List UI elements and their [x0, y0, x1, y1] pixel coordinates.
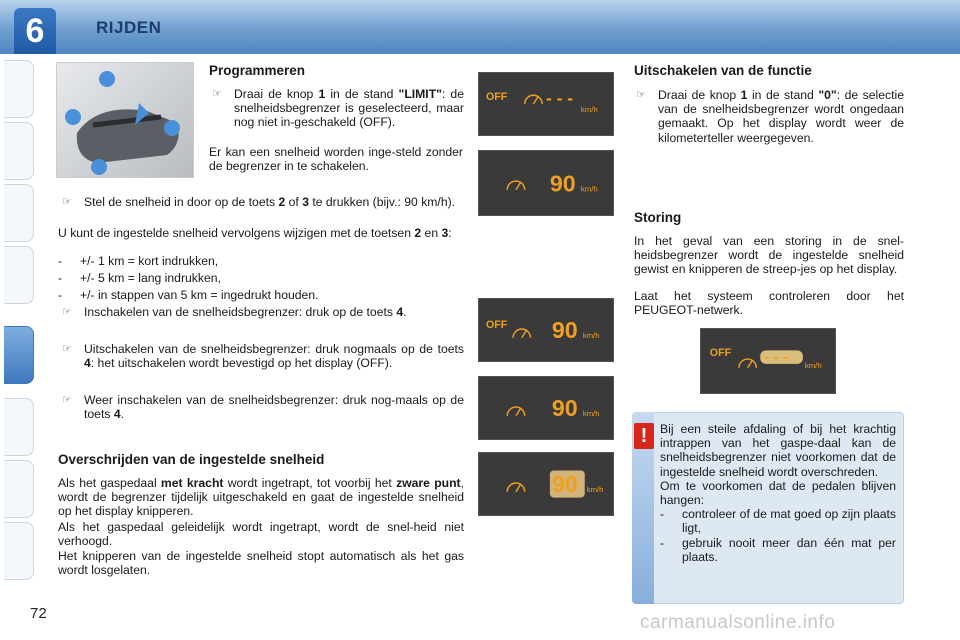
paragraph-programmeren: Er kan een snelheid worden inge-steld zonder de begrenzer in te schakelen. — [209, 145, 463, 174]
display-unit: km/h — [804, 360, 822, 370]
warning-paragraph-2: Om te voorkomen dat de pedalen blijven hangen: — [660, 478, 896, 508]
heading-uitschakelen: Uitschakelen van de functie — [634, 63, 812, 78]
paragraph-change-speed: U kunt de ingestelde snelheid vervolgens wijzigen met de toetsen 2 en 3: — [58, 226, 452, 240]
bullet-pointer-icon: ☞ — [636, 89, 646, 101]
heading-programmeren: Programmeren — [209, 63, 306, 78]
warning-dash-1: - controleer of de mat goed op zijn plaats ligt, — [660, 507, 896, 536]
paragraph-storing-1: In het geval van een storing in de snel-heidsbegrenzer wordt de ingestelde snelheid gewist en knipperen de streep-jes op het display. — [634, 234, 904, 277]
paragraph-overschrijden-2: Als het gaspedaal geleidelijk wordt ingetrapt, wordt de snel-heid niet verhoogd. — [58, 520, 464, 549]
bullet-activate: ☞ Inschakelen van de snelheidsbegrenzer: druk op de toets 4. — [62, 305, 407, 319]
side-tab[interactable] — [4, 398, 34, 456]
heading-storing: Storing — [634, 210, 682, 225]
display-speed-90-active — [478, 376, 614, 440]
display-unit: km/h — [580, 184, 598, 194]
bullet-pointer-icon: ☞ — [212, 88, 222, 100]
display-dashes: - - - — [764, 348, 789, 366]
page-title: RIJDEN — [96, 18, 162, 37]
warning-exclamation-icon: ! — [634, 423, 654, 449]
paragraph-overschrijden-1: Als het gaspedaal met kracht wordt ingetrapt, tot voorbij het zware punt, wordt de begrenzer tijdelijk uitgeschakeld en gaat de ingestelde snelheid op het display knipperen. — [58, 476, 465, 519]
paragraph-storing-2: Laat het systeem controleren door het PEUGEOT-netwerk. — [634, 289, 904, 318]
speedometer-icon — [513, 329, 530, 338]
side-tab[interactable] — [4, 246, 34, 304]
display-off-label: OFF — [709, 347, 732, 360]
speedometer-icon — [507, 483, 524, 492]
heading-overschrijden: Overschrijden van de ingestelde snelheid — [58, 452, 325, 467]
speed-limiter-control-photo — [56, 62, 194, 178]
warning-text — [660, 422, 896, 564]
display-off-label: OFF — [485, 91, 508, 104]
display-speed-90 — [478, 150, 614, 216]
warning-paragraph-1: Bij een steile afdaling of bij het krachtig intrappen van het gaspe-daal kan de snelheidsbegrenzer niet voorkomen dat de ingestelde snelheid wordt overschreden. — [660, 422, 896, 479]
bullet-uitschakelen: ☞ Draai de knop 1 in de stand "0": de selectie van de snelheidsbegrenzer wordt ongedaan gemaakt. Op het display wordt weer de kilometerteller weergegeven. — [636, 88, 904, 145]
bullet-pointer-icon: ☞ — [62, 306, 72, 318]
display-fault-blinking — [700, 328, 836, 394]
page-number: 72 — [30, 605, 47, 622]
bullet-pointer-icon: ☞ — [62, 343, 72, 355]
side-tab[interactable] — [4, 122, 34, 180]
display-unit: km/h — [582, 330, 600, 340]
speedometer-icon — [507, 181, 524, 190]
side-tab[interactable] — [4, 184, 34, 242]
display-speed: 90 — [551, 470, 578, 497]
side-tab[interactable] — [4, 522, 34, 580]
display-speed: 90 — [551, 316, 578, 343]
watermark: carmanualsonline.info — [640, 612, 836, 633]
display-off-label: OFF — [485, 319, 508, 332]
speedometer-icon — [739, 359, 756, 368]
side-tab-active[interactable] — [4, 326, 34, 384]
display-speed: 90 — [549, 170, 576, 197]
warning-dash-2: - gebruik nooit meer dan één mat per plaats. — [660, 535, 896, 564]
display-speed-90-blinking — [478, 452, 614, 516]
side-tab[interactable] — [4, 460, 34, 518]
speedometer-icon — [507, 407, 524, 416]
bullet-reactivate: ☞ Weer inschakelen van de snelheidsbegrenzer: druk nog-maals op de toets 4. — [62, 393, 464, 422]
dash-item: - +/- 5 km = lang indrukken, — [58, 271, 221, 285]
display-unit: km/h — [582, 408, 600, 418]
dash-item: - +/- 1 km = kort indrukken, — [58, 254, 219, 268]
display-dashes: - - - — [546, 88, 574, 108]
bullet-set-speed: ☞ Stel de snelheid in door op de toets 2 of 3 te drukken (bijv.: 90 km/h). — [62, 195, 456, 209]
display-off-90 — [478, 298, 614, 362]
chapter-number: 6 — [14, 8, 56, 54]
bullet-pointer-icon: ☞ — [62, 196, 72, 208]
side-tab[interactable] — [4, 60, 34, 118]
bullet-programmeren: ☞ Draai de knop 1 in de stand "LIMIT": de snelheidsbegrenzer is geselecteerd, maar nog niet in-geschakeld (OFF). — [212, 87, 464, 130]
display-unit: km/h — [586, 484, 604, 494]
dash-item: - +/- in stappen van 5 km = ingedrukt houden. — [58, 288, 319, 302]
bullet-pointer-icon: ☞ — [62, 394, 72, 406]
speedometer-icon — [525, 95, 542, 104]
display-off-dashes — [478, 72, 614, 136]
display-speed: 90 — [551, 394, 578, 421]
paragraph-overschrijden-3: Het knipperen van de ingestelde snelheid stopt automatisch als het gas wordt losgelaten. — [58, 549, 464, 578]
bullet-deactivate: ☞ Uitschakelen van de snelheidsbegrenzer: druk nogmaals op de toets 4: het uitschakelen wordt bevestigd op het display (OFF). — [62, 342, 464, 371]
display-unit: km/h — [580, 104, 598, 114]
